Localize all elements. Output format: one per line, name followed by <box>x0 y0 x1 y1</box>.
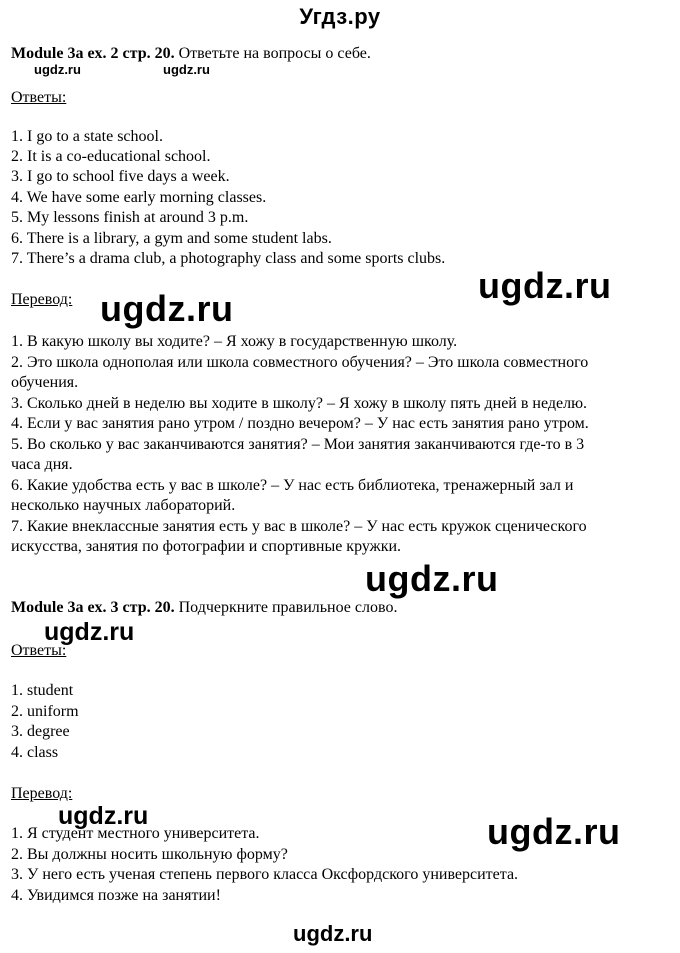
section2-answer-1: 1. student <box>11 682 74 699</box>
section1-answer-6: 6. There is a library, a gym and some student labs. <box>11 230 332 247</box>
watermark: ugdz.ru <box>293 921 373 946</box>
section1-heading-bold: Module 3a ex. 2 стр. 20. <box>11 45 175 62</box>
section1-translation-line: обучения. <box>11 374 79 391</box>
section1-answer-3: 3. I go to school five days a week. <box>11 168 230 185</box>
section1-answer-1: 1. I go to a state school. <box>11 128 163 145</box>
section2-answers-label: Ответы: <box>11 642 67 659</box>
section1-translation-line: 7. Какие внеклассные занятия есть у вас в школе? – У нас есть кружок сценического <box>11 518 587 535</box>
watermark: ugdz.ru <box>163 62 210 77</box>
section2-answer-4: 4. class <box>11 744 59 761</box>
section1-answer-7: 7. There’s a drama club, a photography class and some sports clubs. <box>11 250 446 267</box>
section1-answer-5: 5. My lessons finish at around 3 p.m. <box>11 209 249 226</box>
section1-answer-4: 4. We have some early morning classes. <box>11 189 267 206</box>
section1-translation-line: 5. Во сколько у вас заканчиваются занятия? – Мои занятия заканчиваются где-то в 3 <box>11 436 585 453</box>
section2-translation-line: 3. У него есть ученая степень первого класса Оксфордского университета. <box>11 866 519 883</box>
watermark: ugdz.ru <box>478 265 612 306</box>
section2-answer-2: 2. uniform <box>11 703 79 720</box>
section1-translation-line: 4. Если у вас занятия рано утром / поздно вечером? – У нас есть занятия рано утром. <box>11 415 589 432</box>
section2-heading <box>11 598 397 618</box>
watermark: ugdz.ru <box>34 62 81 77</box>
section1-translation-line: часа дня. <box>11 456 73 473</box>
section1-answers-label: Ответы: <box>11 89 67 106</box>
section1-translation-line: 6. Какие удобства есть у вас в школе? – У нас есть библиотека, тренажерный зал и <box>11 477 574 494</box>
section2-translation-label: Перевод: <box>11 785 73 802</box>
section1-translation-label: Перевод: <box>11 291 73 308</box>
section2-heading-bold: Module 3a ex. 3 стр. 20. <box>11 599 175 616</box>
section1-translation-line: искусства, занятия по фотографии и спортивные кружки. <box>11 538 402 555</box>
section1-translation-line: 2. Это школа однополая или школа совместного обучения? – Это школа совместного <box>11 354 589 371</box>
site-title: Угдз.ру <box>299 4 381 29</box>
section2-translation-line: 1. Я студент местного университета. <box>11 825 260 842</box>
section2-translation-line: 2. Вы должны носить школьную форму? <box>11 846 288 863</box>
section1-heading-text: Ответьте на вопросы о себе. <box>174 45 371 62</box>
watermark: ugdz.ru <box>44 618 135 646</box>
section2-heading-text: Подчеркните правильное слово. <box>174 599 398 616</box>
section1-translation-line: 1. В какую школу вы ходите? – Я хожу в государственную школу. <box>11 333 458 350</box>
section1-heading <box>11 44 371 64</box>
section1-translation-line: 3. Сколько дней в неделю вы ходите в школу? – Я хожу в школу пять дней в неделю. <box>11 395 588 412</box>
watermark: ugdz.ru <box>365 558 499 599</box>
watermark: ugdz.ru <box>58 802 149 830</box>
section1-answer-2: 2. It is a co-educational school. <box>11 148 211 165</box>
watermark: ugdz.ru <box>487 811 621 852</box>
section2-answer-3: 3. degree <box>11 723 70 740</box>
section1-translation-line: несколько научных лабораторий. <box>11 497 236 514</box>
watermark: ugdz.ru <box>100 288 234 329</box>
section2-translation-line: 4. Увидимся позже на занятии! <box>11 887 221 904</box>
